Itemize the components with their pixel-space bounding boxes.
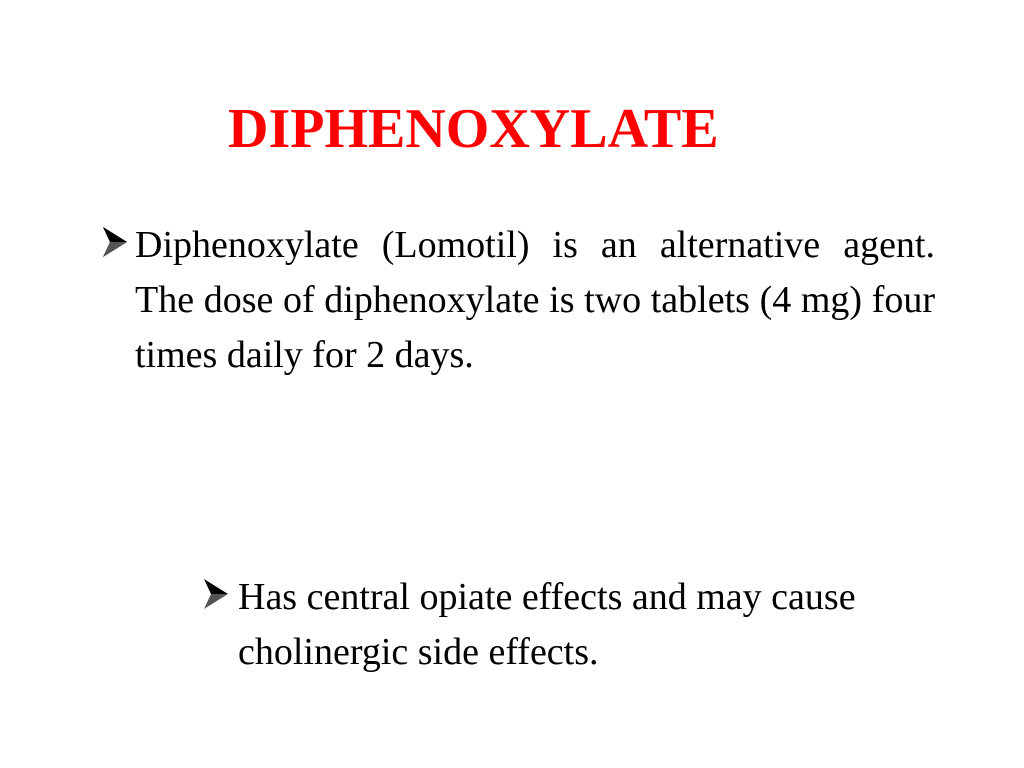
arrow-bullet-icon (200, 577, 232, 611)
bullet-text-2: Has central opiate effects and may cause cholinergic side effects. (238, 576, 856, 673)
bullet-item-1 (101, 218, 935, 383)
bullet-text-1: Diphenoxylate (Lomotil) is an alternative agent. The dose of diphenoxylate is two tablets (4 mg) four times daily for 2 days. (135, 224, 935, 376)
bullet-item-2 (200, 570, 900, 680)
arrow-bullet-icon (101, 225, 129, 259)
slide-title: DIPHENOXYLATE (228, 98, 719, 160)
